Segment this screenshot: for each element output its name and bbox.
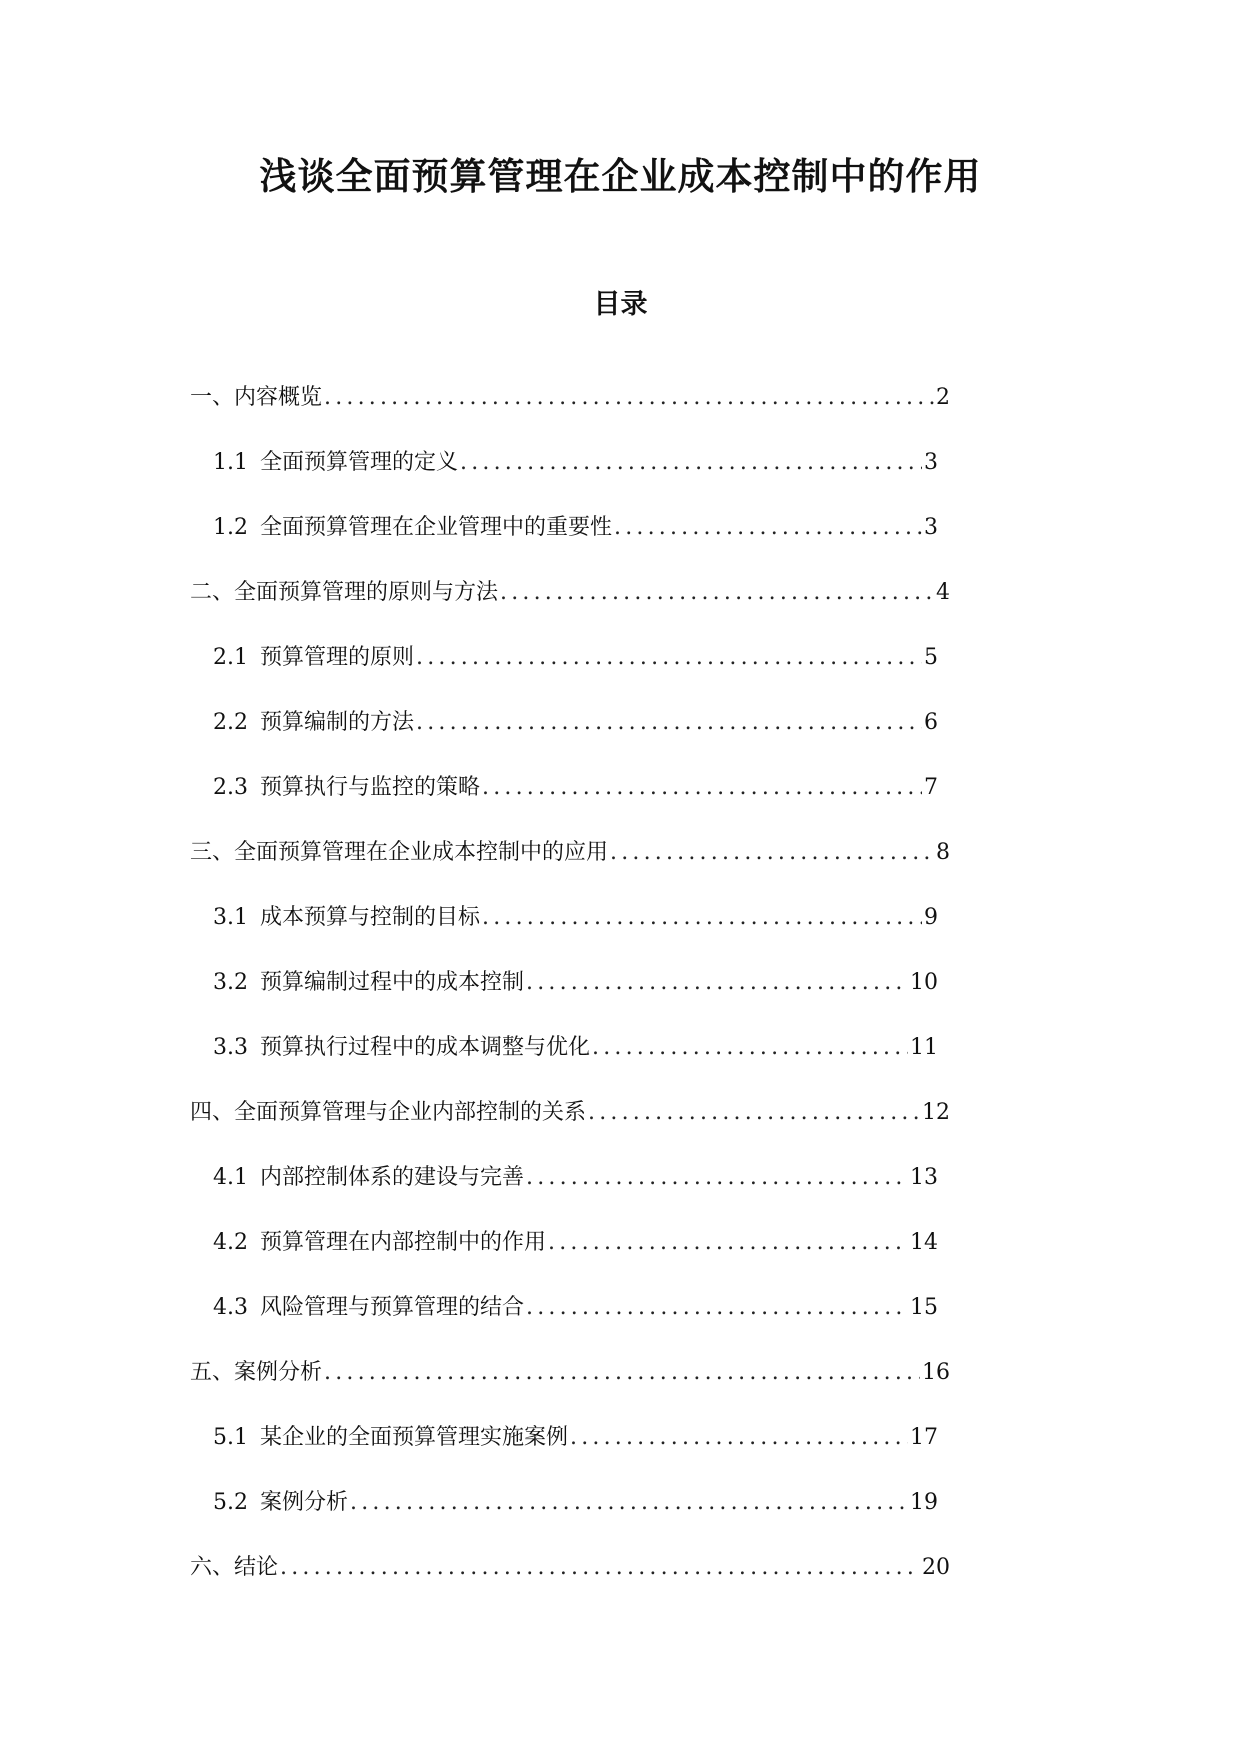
toc-entry[interactable] — [213, 443, 938, 483]
toc-dot-leader — [280, 1548, 920, 1588]
toc-dot-leader — [416, 703, 922, 743]
toc-dot-leader — [350, 1483, 908, 1523]
toc-entry[interactable] — [213, 1028, 938, 1068]
toc-entry-label: 全面预算管理在企业管理中的重要性 — [260, 515, 613, 540]
toc-dot-leader — [500, 573, 934, 613]
toc-entry[interactable] — [213, 1223, 938, 1263]
toc-dot-leader — [526, 1288, 908, 1328]
toc-dot-leader — [460, 443, 922, 483]
toc-entry-label: 全面预算管理的定义 — [260, 450, 459, 475]
toc-page-number: 14 — [910, 1230, 938, 1255]
toc-page-number: 13 — [910, 1165, 938, 1190]
toc-dot-leader — [324, 378, 934, 418]
toc-entry[interactable] — [213, 1158, 938, 1198]
toc-page-number: 19 — [910, 1490, 938, 1515]
toc-dot-leader — [482, 898, 922, 938]
toc-entry-number: 2.3 — [213, 775, 248, 800]
toc-heading: 目录 — [593, 289, 648, 320]
toc-entry-number: 3.1 — [213, 905, 248, 930]
toc-entry-number: 4.3 — [213, 1295, 248, 1320]
toc-entry-label: 一、内容概览 — [190, 385, 323, 410]
toc-page-number: 2 — [936, 385, 950, 410]
toc-dot-leader — [588, 1093, 920, 1133]
toc-page-number: 9 — [924, 905, 938, 930]
toc-entry-label: 某企业的全面预算管理实施案例 — [260, 1425, 569, 1450]
toc-entry-label: 六、结论 — [190, 1555, 279, 1580]
toc-page-number: 20 — [922, 1555, 950, 1580]
toc-page-number: 6 — [924, 710, 938, 735]
toc-entry[interactable] — [190, 1093, 950, 1133]
toc-entry[interactable] — [213, 703, 938, 743]
toc-page-number: 10 — [910, 970, 938, 995]
toc-entry[interactable] — [213, 768, 938, 808]
toc-page-number: 17 — [910, 1425, 938, 1450]
toc-entry-number: 2.1 — [213, 645, 248, 670]
toc-dot-leader — [324, 1353, 920, 1393]
toc-entry[interactable] — [213, 963, 938, 1003]
toc-dot-leader — [416, 638, 922, 678]
toc-entry-number: 4.2 — [213, 1230, 248, 1255]
toc-page-number: 12 — [922, 1100, 950, 1125]
toc-dot-leader — [614, 508, 922, 548]
toc-page-number: 4 — [936, 580, 950, 605]
toc-page-number: 15 — [910, 1295, 938, 1320]
toc-entry-label: 预算管理在内部控制中的作用 — [260, 1230, 547, 1255]
toc-entry[interactable] — [190, 1548, 950, 1588]
toc-dot-leader — [610, 833, 934, 873]
toc-dot-leader — [592, 1028, 908, 1068]
toc-dot-leader — [548, 1223, 908, 1263]
toc-entry-number: 5.1 — [213, 1425, 248, 1450]
toc-dot-leader — [526, 963, 908, 1003]
toc-entry-number: 4.1 — [213, 1165, 248, 1190]
toc-entry-label: 预算执行过程中的成本调整与优化 — [260, 1035, 591, 1060]
toc-entry-label: 案例分析 — [260, 1490, 349, 1515]
toc-entry-label: 预算执行与监控的策略 — [260, 775, 481, 800]
toc-page-number: 8 — [936, 840, 950, 865]
toc-dot-leader — [526, 1158, 908, 1198]
toc-entry-label: 成本预算与控制的目标 — [260, 905, 481, 930]
toc-entry[interactable] — [190, 573, 950, 613]
toc-entry-label: 风险管理与预算管理的结合 — [260, 1295, 525, 1320]
toc-entry-number: 3.3 — [213, 1035, 248, 1060]
toc-entry[interactable] — [213, 508, 938, 548]
toc-entry-number: 2.2 — [213, 710, 248, 735]
toc-entry[interactable] — [213, 1288, 938, 1328]
toc-entry-number: 5.2 — [213, 1490, 248, 1515]
toc-entry-number: 1.1 — [213, 450, 248, 475]
toc-entry-number: 3.2 — [213, 970, 248, 995]
toc-page-number: 11 — [910, 1035, 938, 1060]
toc-entry-label: 五、案例分析 — [190, 1360, 323, 1385]
toc-dot-leader — [482, 768, 922, 808]
toc-entry[interactable] — [213, 898, 938, 938]
toc-entry-label: 预算编制的方法 — [260, 710, 415, 735]
toc-page-number: 5 — [924, 645, 938, 670]
toc-entry-label: 三、全面预算管理在企业成本控制中的应用 — [190, 840, 609, 865]
toc-entry[interactable] — [213, 1418, 938, 1458]
toc-entry[interactable] — [190, 833, 950, 873]
toc-entry-label: 二、全面预算管理的原则与方法 — [190, 580, 499, 605]
toc-entry[interactable] — [190, 1353, 950, 1393]
toc-page-number: 3 — [924, 515, 938, 540]
toc-page-number: 16 — [922, 1360, 950, 1385]
toc-page-number: 7 — [924, 775, 938, 800]
toc-dot-leader — [570, 1418, 908, 1458]
toc-entry[interactable] — [213, 1483, 938, 1523]
toc-page-number: 3 — [924, 450, 938, 475]
toc-entry-label: 内部控制体系的建设与完善 — [260, 1165, 525, 1190]
toc-entry[interactable] — [190, 378, 950, 418]
document-title: 浅谈全面预算管理在企业成本控制中的作用 — [259, 155, 982, 198]
toc-entry-number: 1.2 — [213, 515, 248, 540]
toc-entry-label: 四、全面预算管理与企业内部控制的关系 — [190, 1100, 587, 1125]
toc-entry[interactable] — [213, 638, 938, 678]
toc-entry-label: 预算编制过程中的成本控制 — [260, 970, 525, 995]
toc-entry-label: 预算管理的原则 — [260, 645, 415, 670]
